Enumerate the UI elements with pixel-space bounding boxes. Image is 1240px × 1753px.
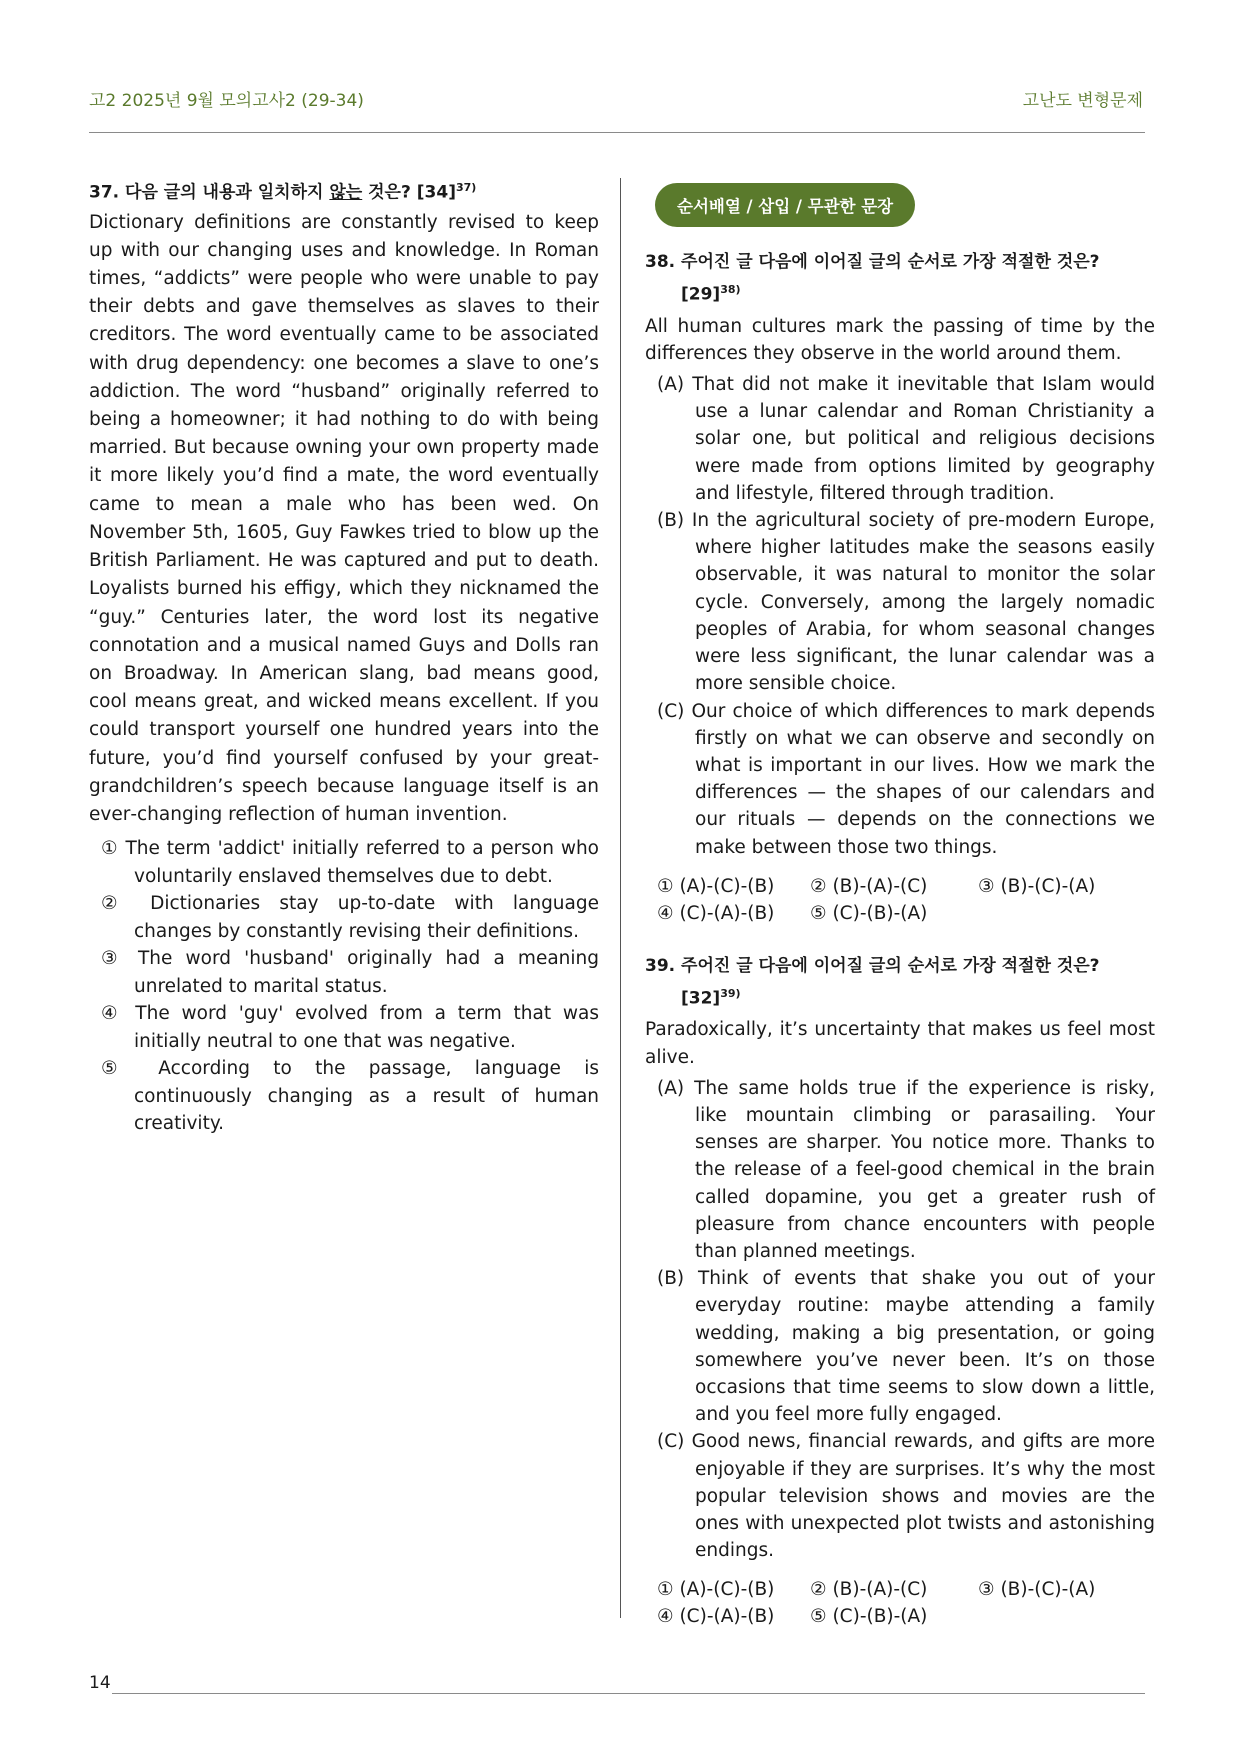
choice-4[interactable]: ④ (C)-(A)-(B)	[657, 902, 775, 924]
choice-5[interactable]: ⑤ (C)-(B)-(A)	[810, 902, 928, 924]
question-38-choices	[645, 873, 1155, 927]
segment-c: (C) Our choice of which differences to mark depends firstly on what we can observe and secondly on what is important in our lives. How we mark the differences — the shapes of our calendars and our rituals — depends on the connections we make between those two things.	[657, 700, 1155, 858]
underlined-word: 않는	[329, 182, 363, 203]
question-37-title: 37. 다음 글의 내용과 일치하지 않는 것은? $[34]^{37)}$	[89, 181, 477, 203]
segment-b: (B) In the agricultural society of pre‐modern Europe, where higher latitudes make the seasons easily observable, it was natural to monitor the solar cycle. Conversely, among the largely nomadic peoples of Arabia, for whom seasonal changes were less significant, the lunar calendar was a more sensible choice.	[657, 510, 1155, 695]
question-37-passage: Dictionary definitions are constantly revised to keep up with our changing uses and knowledge. In Roman times, “addicts” were people who were unable to pay their debts and gave themselves as slaves to their creditors. The word eventually came to be associated with drug dependency: one becomes a slave to one’s addiction. The word “husband” originally referred to being a homeowner; it had nothing to do with being married. But because owning your own property made it more likely you’d find a mate, the word eventually came to mean a male who has been wed. On November 5th, 1605, Guy Fawkes tried to blow up the British Parliament. He was captured and put to death. Loyalists burned his effigy, which they nicknamed the “guy.” Centuries later, the word lost its negative connotation and a musical named Guys and Dolls ran on Broadway. In American slang, bad means good, cool means great, and wicked means excellent. If you could transport yourself one hundred years into the future, you’d find yourself confused by your great‐grandchildren’s speech because language itself is an ever‐changing reflection of human invention.	[89, 211, 599, 825]
question-39-segments	[645, 1075, 1155, 1565]
choice-2[interactable]: ② (B)-(A)-(C)	[810, 875, 928, 897]
header-divider	[89, 132, 1145, 133]
choice-1[interactable]: ① (A)-(C)-(B)	[657, 1579, 775, 1601]
choice-5[interactable]: ⑤ (C)-(B)-(A)	[810, 1606, 928, 1628]
option-1[interactable]: ① The term 'addict' initially referred to a person who voluntarily enslaved themselves due to debt.	[101, 838, 599, 887]
choice-3[interactable]: ③ (B)-(C)-(A)	[978, 875, 1096, 897]
footnote-ref: 37)	[455, 181, 477, 194]
question-39-choices	[645, 1576, 1155, 1630]
footnote-ref: 39)	[720, 986, 741, 1000]
question-38-title: 38. 주어진 글 다음에 이어질 글의 순서로 가장 적절한 것은? $[29]^{38)}$	[645, 252, 1100, 305]
question-39-intro: Paradoxically, it’s uncertainty that makes us feel most alive.	[645, 1019, 1155, 1068]
choice-2[interactable]: ② (B)-(A)-(C)	[810, 1579, 928, 1601]
question-38	[645, 249, 1155, 927]
question-38-segments	[645, 371, 1155, 861]
footnote-ref: 38)	[720, 283, 741, 296]
segment-c: (C) Good news, financial rewards, and gifts are more enjoyable if they are surprises. It’s why the most popular television shows and movies are the ones with unexpected plot twists and astonishing endings.	[657, 1431, 1155, 1562]
question-39	[645, 953, 1155, 1631]
header-exam-title: 고2 2025년 9월 모의고사2 (29-34)	[89, 91, 364, 111]
page-number: 14	[89, 1673, 111, 1693]
footer-divider	[112, 1693, 1145, 1694]
column-divider	[620, 178, 621, 1618]
option-5[interactable]: ⑤ According to the passage, language is continuously changing as a result of human creativity.	[101, 1058, 599, 1135]
segment-a: (A) That did not make it inevitable that Islam would use a lunar calendar and Roman Christianity a solar one, but political and religious decisions were made from options limited by geography and lifestyle, filtered through tradition.	[657, 374, 1155, 504]
left-column	[89, 174, 599, 1138]
option-2[interactable]: ② Dictionaries stay up-to-date with language changes by constantly revising their definitions.	[101, 893, 599, 942]
choice-4[interactable]: ④ (C)-(A)-(B)	[657, 1606, 775, 1628]
option-4[interactable]: ④ The word 'guy' evolved from a term that was initially neutral to one that was negative.	[101, 1003, 599, 1052]
choice-1[interactable]: ① (A)-(C)-(B)	[657, 875, 775, 897]
header-section-title: 고난도 변형문제	[1022, 91, 1143, 111]
question-39-title: 39. 주어진 글 다음에 이어질 글의 순서로 가장 적절한 것은? $[32]^{39)}$	[645, 955, 1100, 1009]
right-column	[645, 183, 1155, 1630]
segment-a: (A) The same holds true if the experience is risky, like mountain climbing or parasailing. Your senses are sharper. You notice more. Thanks to the release of a feel‐good chemical in the brain called dopamine, you get a greater rush of pleasure from chance encounters with people than planned meetings.	[657, 1077, 1155, 1262]
segment-b: (B) Think of events that shake you out of your everyday routine: maybe attending a family wedding, making a big presentation, or going somewhere you’ve never been. It’s on those occasions that time seems to slow down a little, and you feel more fully engaged.	[657, 1268, 1155, 1426]
option-3[interactable]: ③ The word 'husband' originally had a meaning unrelated to marital status.	[101, 948, 599, 997]
section-badge: 순서배열 / 삽입 / 무관한 문장	[655, 183, 915, 227]
question-37-options	[89, 835, 599, 1138]
question-38-intro: All human cultures mark the passing of time by the differences they observe in the world around them.	[645, 315, 1155, 364]
choice-3[interactable]: ③ (B)-(C)-(A)	[978, 1579, 1096, 1601]
